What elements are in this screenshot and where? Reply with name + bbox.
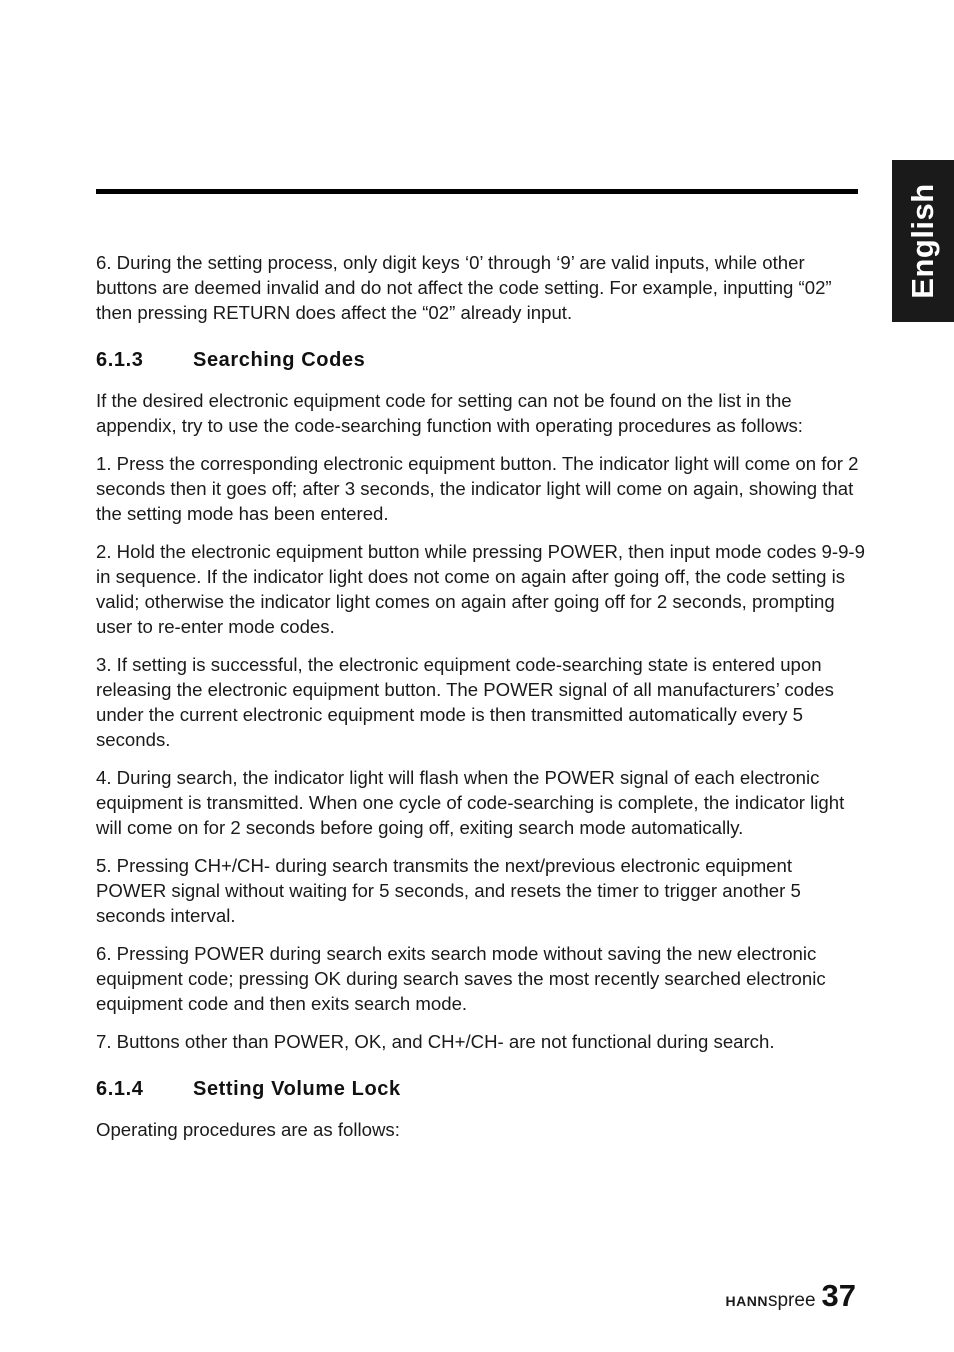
page-footer [726,1278,856,1314]
step-paragraph: 3. If setting is successful, the electronic equipment code-searching state is entered upon releasing the electronic equipment button. The POWER signal of all manufacturers’ codes under the current electronic equipment mode is then transmitted automatically every 5 seconds. [96,654,834,750]
section-heading-searching-codes [96,347,866,373]
page-number: 37 [821,1278,856,1313]
brand-logo: HANNspree [725,1290,816,1311]
step-paragraph: 4. During search, the indicator light will flash when the POWER signal of each electronic equipment is transmitted. When one cycle of code-searching is complete, the indicator light will come on for 2 seconds before going off, exiting search mode automatically. [96,767,845,838]
step-paragraph: 7. Buttons other than POWER, OK, and CH+/CH- are not functional during search. [96,1031,775,1052]
page-content [96,250,866,1155]
section-number: 6.1.4 [96,1078,144,1100]
section-title: Searching Codes [193,349,366,371]
section-number: 6.1.3 [96,349,144,371]
intro-paragraph: 6. During the setting process, only digit keys ‘0’ through ‘9’ are valid inputs, while other buttons are deemed invalid and do not affect the code setting. For example, inputting “02” then pressing RETURN does affect the “02” already input. [96,252,832,323]
step-paragraph: 5. Pressing CH+/CH- during search transmits the next/previous electronic equipment POWER signal without waiting for 5 seconds, and resets the timer to trigger another 5 seconds interval. [96,855,801,926]
section-title: Setting Volume Lock [193,1078,401,1100]
step-paragraph: 6. Pressing POWER during search exits search mode without saving the new electronic equipment code; pressing OK during search saves the most recently searched electronic equipment code and then exits search mode. [96,943,826,1014]
step-paragraph: 1. Press the corresponding electronic equipment button. The indicator light will come on for 2 seconds then it goes off; after 3 seconds, the indicator light will come on again, showing that the setting mode has been entered. [96,453,859,524]
language-tab [892,160,954,322]
step-paragraph: 2. Hold the electronic equipment button while pressing POWER, then input mode codes 9-9-9 in sequence. If the indicator light does not come on again after going off, the code setting is valid; otherwise the indicator light comes on again after going off for 2 seconds, prompting user to re-enter mode codes. [96,541,865,637]
section-heading-volume-lock [96,1076,866,1102]
top-rule [96,189,858,194]
paragraph: Operating procedures are as follows: [96,1119,400,1140]
language-tab-label: English [905,183,940,299]
paragraph: If the desired electronic equipment code for setting can not be found on the list in the appendix, try to use the code-searching function with operating procedures as follows: [96,390,803,436]
